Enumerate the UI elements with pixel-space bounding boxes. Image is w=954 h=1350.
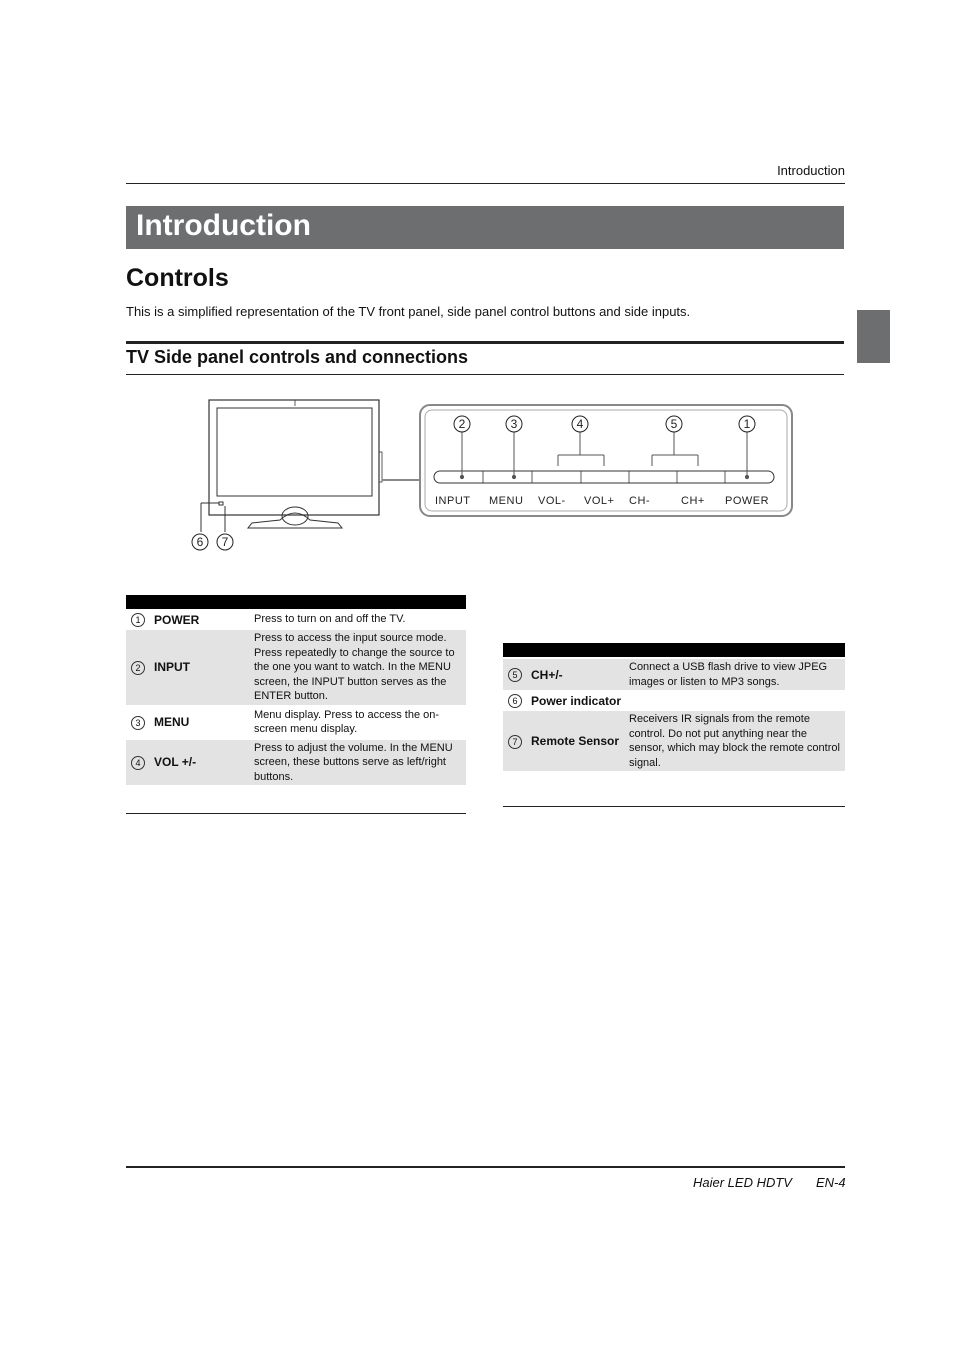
label-vol-minus: VOL- <box>538 495 566 507</box>
chapter-side-tab <box>857 310 890 363</box>
row-number: 3 <box>131 716 145 730</box>
control-name: CH+/- <box>527 659 625 690</box>
label-menu: MENU <box>489 495 524 507</box>
control-desc: Press to turn on and off the TV. <box>254 613 406 626</box>
control-desc: Press to access the input source mode. Press repeatedly to change the source to the one you want to watch. In the MENU screen, the INPUT button serves as the ENTER button. <box>250 630 466 705</box>
table-row <box>503 711 845 771</box>
control-desc: Connect a USB flash drive to view JPEG images or listen to MP3 songs. <box>625 659 845 690</box>
callout-7 <box>217 534 233 550</box>
section-intro: This is a simplified representation of the TV front panel, side panel control buttons and side inputs. <box>126 304 691 319</box>
label-ch-minus: CH- <box>629 495 651 507</box>
svg-text:6: 6 <box>196 535 204 549</box>
controls-table-left <box>126 593 466 787</box>
table-row <box>503 692 845 709</box>
svg-text:7: 7 <box>221 535 229 549</box>
control-name: VOL +/- <box>150 740 250 786</box>
table-row <box>126 611 466 628</box>
chapter-title: Introduction <box>136 209 311 242</box>
row-number: 4 <box>131 756 145 770</box>
page-number: EN-4 <box>816 1175 846 1190</box>
callout-5 <box>666 416 682 432</box>
callout-6 <box>192 534 208 550</box>
control-desc: Menu display. Press to access the on-screen menu display. <box>254 708 440 735</box>
table-right-rule <box>503 806 845 807</box>
row-number: 1 <box>131 613 145 627</box>
chapter-banner <box>126 206 844 249</box>
tv-illustration <box>209 400 382 528</box>
table-row <box>126 707 466 738</box>
callout-4 <box>572 416 588 432</box>
control-name: POWER <box>154 612 200 627</box>
table-row <box>126 630 466 705</box>
row-number: 7 <box>508 735 522 749</box>
svg-text:2: 2 <box>458 417 466 431</box>
table-header <box>126 595 466 609</box>
callout-2 <box>454 416 470 432</box>
control-desc <box>625 692 845 709</box>
table-header <box>503 643 845 657</box>
label-ch-plus: CH+ <box>681 495 705 507</box>
subsection-rule-top <box>126 341 844 344</box>
control-desc: Receivers IR signals from the remote control. Do not put anything near the sensor, which may block the remote control signal. <box>625 711 845 771</box>
callout-1 <box>739 416 755 432</box>
table-left-rule <box>126 813 466 814</box>
control-name: Remote Sensor <box>527 711 625 771</box>
footer-product: Haier LED HDTV <box>693 1175 792 1190</box>
svg-text:4: 4 <box>576 417 584 431</box>
table-row <box>503 659 845 690</box>
footer-rule <box>126 1166 845 1168</box>
row-number: 6 <box>508 694 522 708</box>
control-name: MENU <box>154 715 190 729</box>
row-number: 5 <box>508 668 522 682</box>
row-number: 2 <box>131 661 145 675</box>
section-title: Controls <box>126 264 229 292</box>
control-desc: Press to adjust the volume. In the MENU screen, these buttons serve as left/right buttons. <box>250 740 466 786</box>
callout-3 <box>506 416 522 432</box>
tv-side-panel-diagram <box>170 392 800 557</box>
controls-table-right <box>503 641 845 773</box>
subsection-rule-bottom <box>126 374 844 375</box>
subsection-title: TV Side panel controls and connections <box>126 347 469 367</box>
svg-text:5: 5 <box>670 417 678 431</box>
table-row <box>126 740 466 786</box>
control-name: Power indicator <box>531 693 622 708</box>
header-rule <box>126 183 845 184</box>
label-power: POWER <box>725 495 770 507</box>
svg-text:3: 3 <box>510 417 518 431</box>
svg-text:1: 1 <box>743 417 751 431</box>
running-head: Introduction <box>777 163 845 178</box>
control-name: INPUT <box>150 630 250 705</box>
label-vol-plus: VOL+ <box>584 495 615 507</box>
label-input: INPUT <box>435 495 471 507</box>
